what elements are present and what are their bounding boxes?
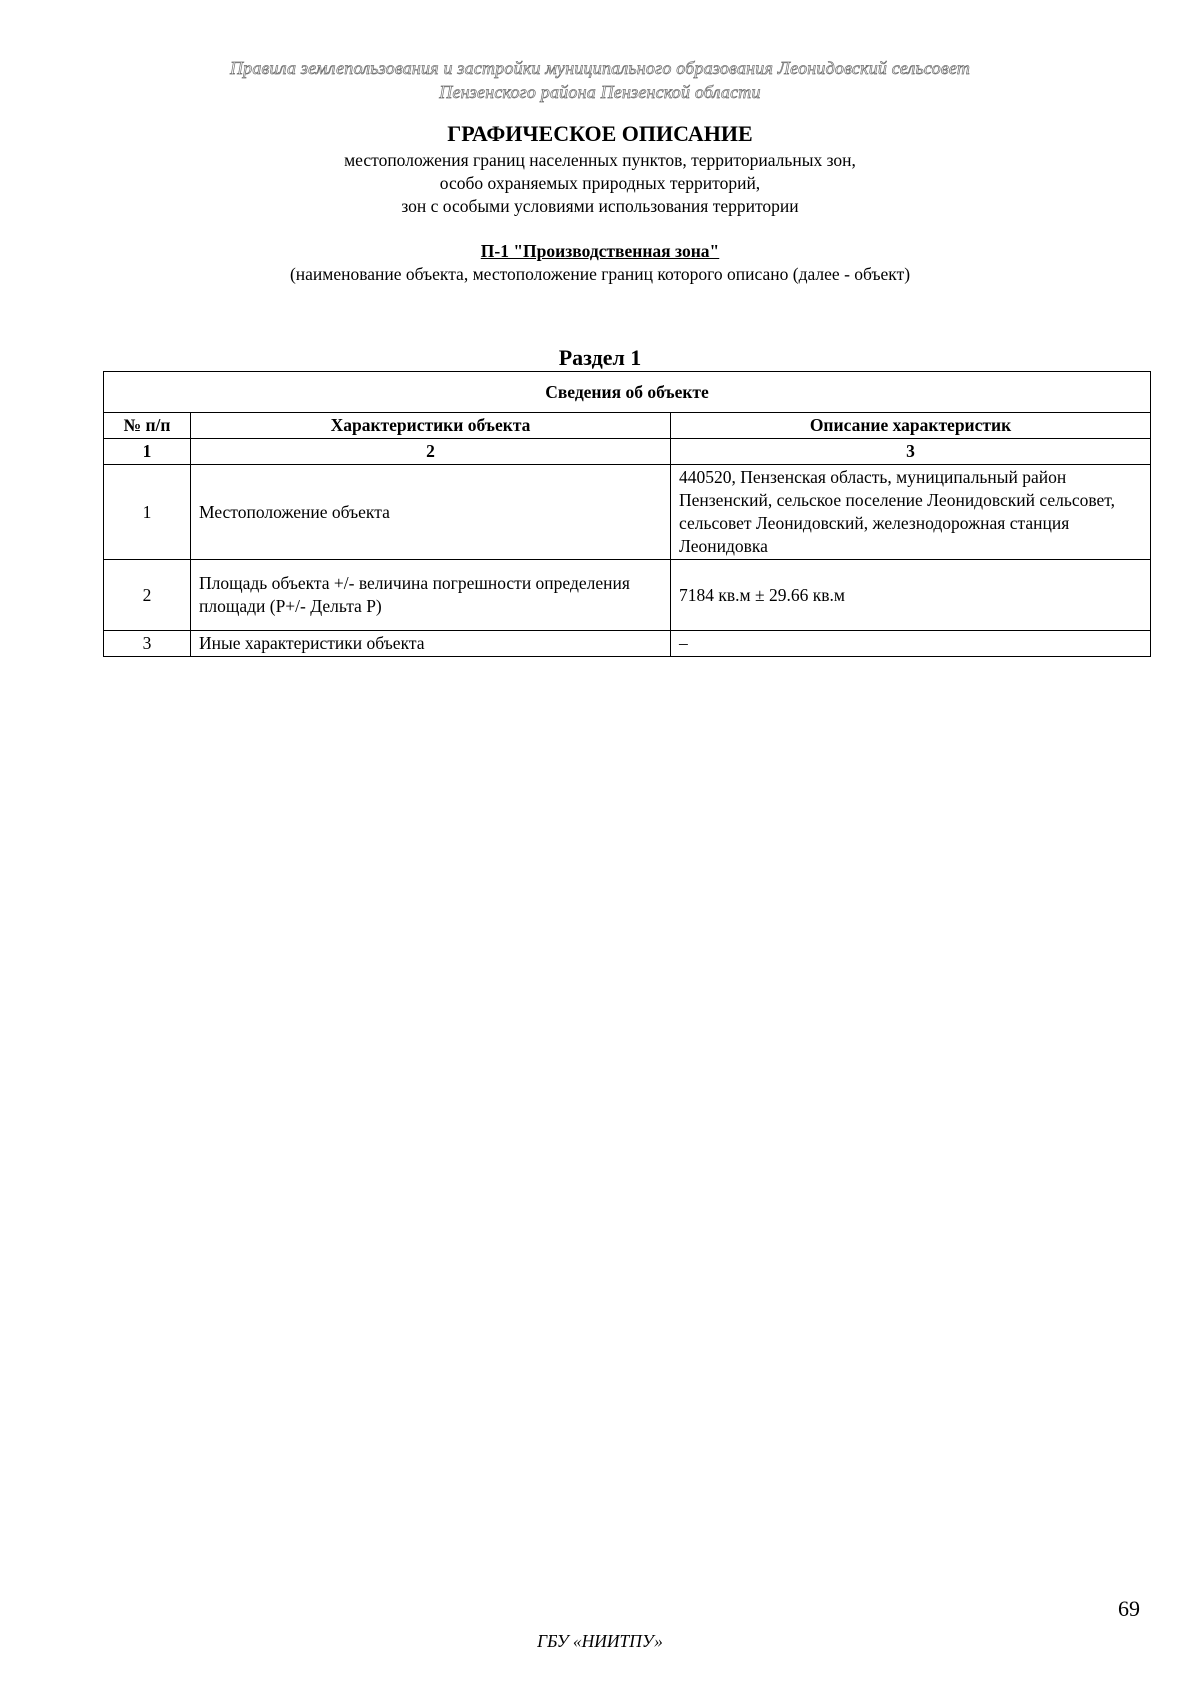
row-number: 1 [104, 465, 191, 560]
row-characteristic: Иные характеристики объекта [191, 631, 671, 657]
header-description: Описание характеристик [671, 413, 1151, 439]
table-row [104, 560, 1151, 631]
table-caption: Сведения об объекте [104, 372, 1151, 413]
section-title: Раздел 1 [558, 345, 642, 370]
column-number-2: 2 [191, 439, 671, 465]
page-number: 69 [1118, 1596, 1140, 1621]
table-header-row [104, 413, 1151, 439]
running-header-line-1: Правила землепользования и застройки муниципального образования Леонидовский сельсовет [229, 58, 971, 78]
row-number: 2 [104, 560, 191, 631]
row-characteristic: Площадь объекта +/- величина погрешности определения площади (Р+/- Дельта Р) [191, 560, 671, 631]
row-description: – [671, 631, 1151, 657]
row-characteristic: Местоположение объекта [191, 465, 671, 560]
subtitle-line-1: местоположения границ населенных пунктов, территориальных зон, [344, 150, 856, 170]
row-description: 7184 кв.м ± 29.66 кв.м [671, 560, 1151, 631]
table-row [104, 631, 1151, 657]
row-number: 3 [104, 631, 191, 657]
table-column-numbers-row [104, 439, 1151, 465]
subtitle-line-3: зон с особыми условиями использования территории [401, 196, 799, 216]
object-info-table [103, 371, 1151, 657]
table-row [104, 465, 1151, 560]
column-number-3: 3 [671, 439, 1151, 465]
row-description: 440520, Пензенская область, муниципальный район Пензенский, сельское поселение Леонидовский сельсовет, сельсовет Леонидовский, железнодорожная станция Леонидовка [671, 465, 1151, 560]
table-caption-row [104, 372, 1151, 413]
object-name-caption: (наименование объекта, местоположение границ которого описано (далее - объект) [289, 264, 911, 284]
column-number-1: 1 [104, 439, 191, 465]
subtitle-line-2: особо охраняемых природных территорий, [439, 173, 761, 193]
running-header-line-2: Пензенского района Пензенской области [439, 82, 761, 102]
footer-organization: ГБУ «НИИТПУ» [537, 1631, 663, 1651]
header-characteristic: Характеристики объекта [191, 413, 671, 439]
header-number: № п/п [104, 413, 191, 439]
object-name: П-1 "Производственная зона" [480, 241, 720, 261]
document-title: ГРАФИЧЕСКОЕ ОПИСАНИЕ [447, 121, 753, 146]
